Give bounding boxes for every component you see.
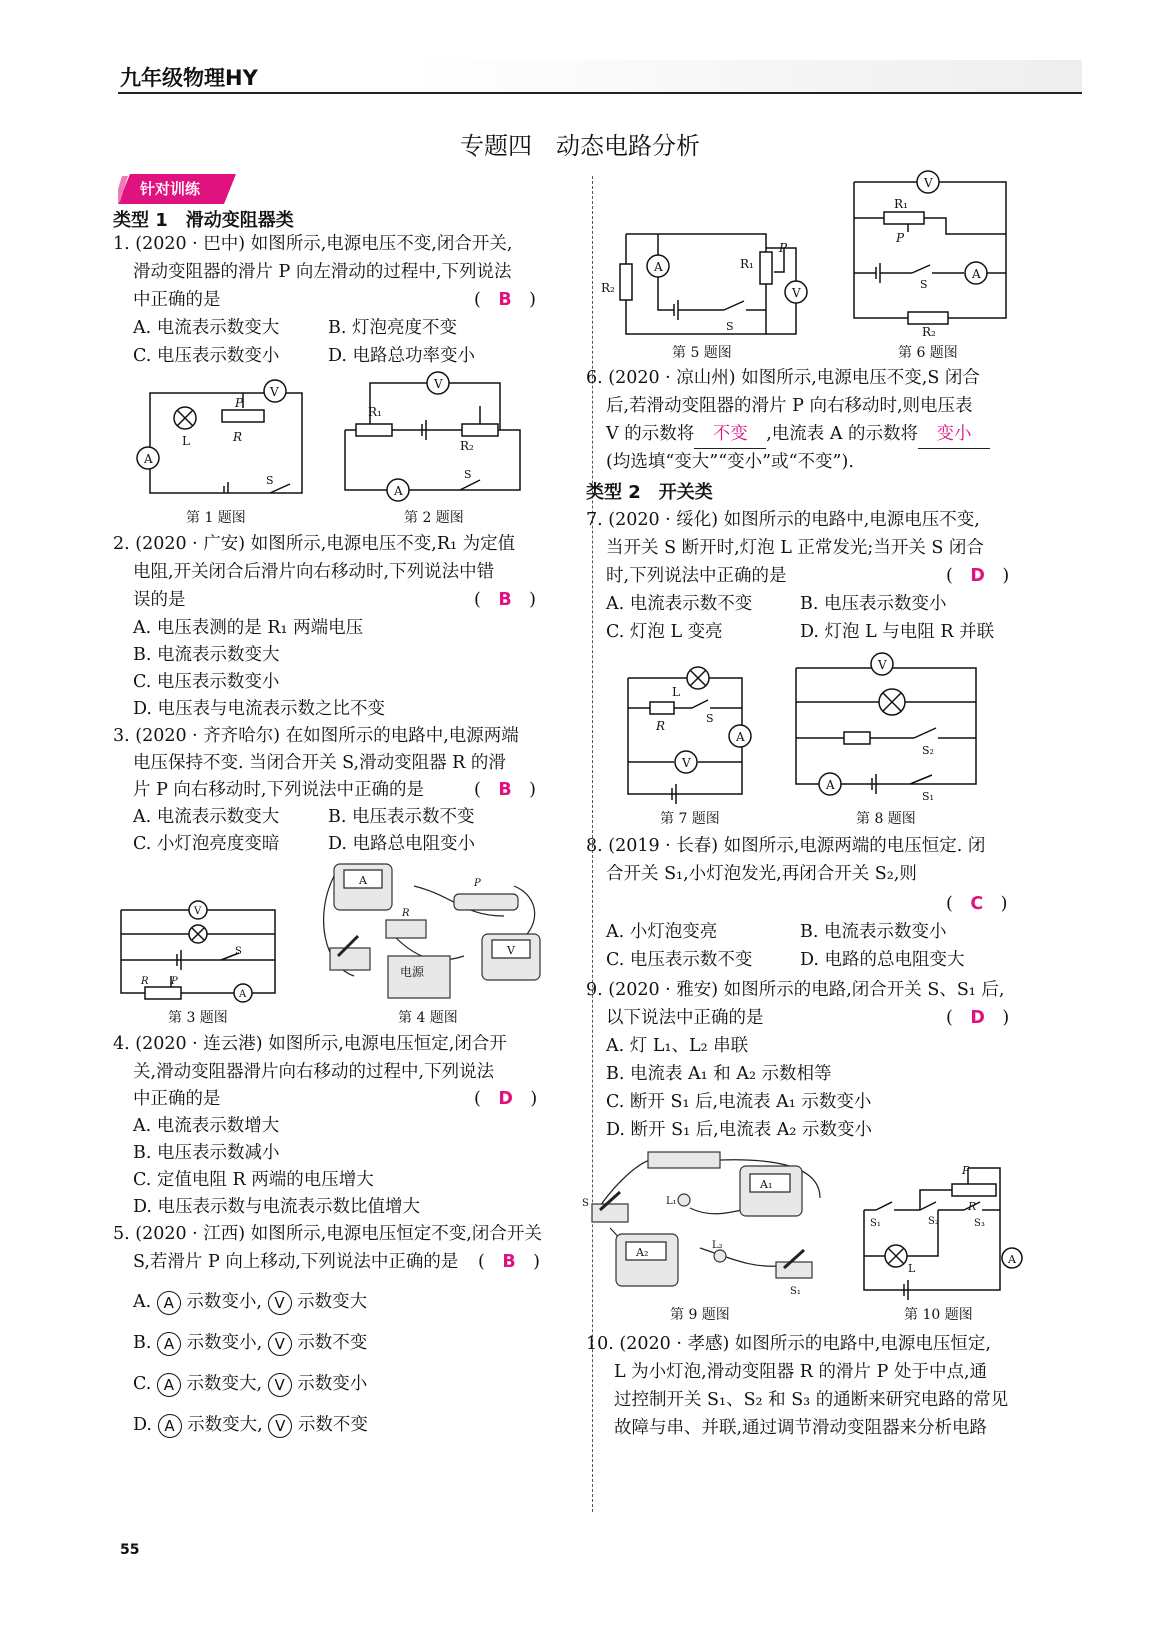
svg-text:电源: 电源 xyxy=(400,965,425,979)
svg-text:P: P xyxy=(896,231,905,245)
q6-blank-2: 变小 xyxy=(918,420,990,449)
figure-2-circuit xyxy=(340,370,530,506)
q9-option-c: C. 断开 S₁ 后,电流表 A₁ 示数变小 xyxy=(606,1092,872,1112)
q5-answer: B xyxy=(502,1252,516,1272)
q4-answer-bracket: ( D ) xyxy=(474,1089,538,1109)
svg-text:R₁: R₁ xyxy=(894,197,908,211)
svg-text:A: A xyxy=(394,484,403,498)
q10-line4: 故障与串、并联,通过调节滑动变阻器来分析电路 xyxy=(614,1418,988,1438)
svg-text:A: A xyxy=(1008,1253,1016,1266)
q10-line1: 10. (2020 · 孝感) 如图所示的电路中,电源电压恒定, xyxy=(586,1334,991,1354)
q2-line3: 误的是 xyxy=(133,590,186,610)
svg-text:S₃: S₃ xyxy=(974,1218,985,1229)
q7-line1: 7. (2020 · 绥化) 如图所示的电路中,电源电压不变, xyxy=(586,510,980,530)
svg-text:V: V xyxy=(194,906,202,917)
q1-answer: B xyxy=(498,290,512,310)
q3-option-a: A. 电流表示数变大 xyxy=(133,807,280,827)
svg-text:A₁: A₁ xyxy=(760,1178,773,1191)
voltmeter-icon: V xyxy=(268,1332,292,1356)
q1-line1: 1. (2020 · 巴中) 如图所示,电源电压不变,闭合开关, xyxy=(113,234,513,254)
q6-line3: V 的示数将 不变 ,电流表 A 的示数将 变小 xyxy=(606,420,990,449)
svg-text:P: P xyxy=(235,396,244,410)
q3-option-d: D. 电路总电阻变小 xyxy=(328,834,476,854)
figure-10-circuit xyxy=(856,1160,1028,1300)
svg-text:S: S xyxy=(706,712,714,725)
q4-line1: 4. (2020 · 连云港) 如图所示,电源电压恒定,闭合开 xyxy=(113,1034,507,1054)
q2-line1: 2. (2020 · 广安) 如图所示,电源电压不变,R₁ 为定值 xyxy=(113,534,516,554)
type-1-heading: 类型 1 滑动变阻器类 xyxy=(113,210,294,231)
q8-line2: 合开关 S₁,小灯泡发光,再闭合开关 S₂,则 xyxy=(606,864,917,884)
q1-line3: 中正确的是 xyxy=(133,290,221,310)
q1-option-d: D. 电路总功率变小 xyxy=(328,346,476,366)
svg-text:S: S xyxy=(464,468,472,481)
svg-text:S₁: S₁ xyxy=(922,790,934,803)
q2-option-c: C. 电压表示数变小 xyxy=(133,672,280,692)
ammeter-icon: A xyxy=(157,1291,181,1315)
q8-option-d: D. 电路的总电阻变大 xyxy=(800,950,965,970)
q9-line2: 以下说法中正确的是 xyxy=(606,1008,764,1028)
svg-text:R₂: R₂ xyxy=(601,281,615,295)
q9-line1: 9. (2020 · 雅安) 如图所示的电路,闭合开关 S、S₁ 后, xyxy=(586,980,1005,1000)
svg-text:R₂: R₂ xyxy=(922,325,936,339)
figure-3-circuit xyxy=(113,898,283,1004)
page-number: 55 xyxy=(120,1542,140,1558)
q5-line2: S,若滑片 P 向上移动,下列说法中正确的是 xyxy=(133,1252,459,1272)
figure-9-caption: 第 9 题图 xyxy=(670,1307,730,1323)
q1-answer-bracket: ( B ) xyxy=(474,290,536,310)
q1-line2: 滑动变阻器的滑片 P 向左滑动的过程中,下列说法 xyxy=(133,262,512,282)
q7-line2: 当开关 S 断开时,灯泡 L 正常发光;当开关 S 闭合 xyxy=(606,538,984,558)
q3-answer: B xyxy=(498,780,512,800)
q2-option-b: B. 电流表示数变大 xyxy=(133,645,280,665)
figure-7-caption: 第 7 题图 xyxy=(660,811,720,827)
q8-line1: 8. (2019 · 长春) 如图所示,电源两端的电压恒定. 闭 xyxy=(586,836,986,856)
figure-5-circuit xyxy=(594,222,816,340)
svg-text:A: A xyxy=(736,730,745,744)
svg-text:S₁: S₁ xyxy=(870,1218,881,1229)
svg-text:R₁: R₁ xyxy=(368,405,382,419)
q7-option-c: C. 灯泡 L 变亮 xyxy=(606,622,723,642)
svg-text:V: V xyxy=(434,377,443,391)
svg-text:S: S xyxy=(582,1198,589,1209)
q5-option-b: B. A 示数变小, V 示数不变 xyxy=(133,1329,367,1357)
q4-line3: 中正确的是 xyxy=(133,1089,221,1109)
svg-text:L: L xyxy=(672,685,680,699)
q3-option-b: B. 电压表示数不变 xyxy=(328,807,475,827)
svg-text:A: A xyxy=(144,452,153,466)
figure-6-caption: 第 6 题图 xyxy=(898,345,958,361)
q1-option-a: A. 电流表示数变大 xyxy=(133,318,280,338)
q4-option-b: B. 电压表示数减小 xyxy=(133,1143,280,1163)
q1-option-c: C. 电压表示数变小 xyxy=(133,346,280,366)
q8-option-a: A. 小灯泡变亮 xyxy=(606,922,718,942)
figure-7-circuit xyxy=(614,664,762,804)
q4-line2: 关,滑动变阻器滑片向右移动的过程中,下列说法 xyxy=(133,1062,495,1082)
figure-8-caption: 第 8 题图 xyxy=(856,811,916,827)
figure-6-circuit xyxy=(846,168,1018,340)
svg-text:R₁: R₁ xyxy=(740,257,754,271)
q5-option-c: C. A 示数变大, V 示数变小 xyxy=(133,1370,367,1398)
q5-line1: 5. (2020 · 江西) 如图所示,电源电压恒定不变,闭合开关 xyxy=(113,1224,542,1244)
q7-answer: D xyxy=(970,566,985,586)
svg-text:S₁: S₁ xyxy=(790,1286,801,1297)
figure-5-caption: 第 5 题图 xyxy=(672,345,732,361)
svg-text:A: A xyxy=(826,778,835,792)
header-title: 九年级物理HY xyxy=(120,66,258,90)
q8-option-c: C. 电压表示数不变 xyxy=(606,950,753,970)
header-rule xyxy=(118,92,1082,94)
q9-answer: D xyxy=(970,1008,985,1028)
ammeter-icon: A xyxy=(157,1332,181,1356)
ammeter-icon: A xyxy=(158,1414,182,1438)
svg-text:R: R xyxy=(402,908,410,919)
svg-text:S: S xyxy=(920,278,928,291)
svg-text:S: S xyxy=(266,474,274,487)
q6-blank-1: 不变 xyxy=(694,420,766,449)
q5-option-d: D. A 示数变大, V 示数不变 xyxy=(133,1411,368,1439)
q7-option-a: A. 电流表示数不变 xyxy=(606,594,753,614)
figure-2-caption: 第 2 题图 xyxy=(404,510,464,526)
q5-answer-bracket: ( B ) xyxy=(478,1252,540,1272)
voltmeter-icon: V xyxy=(268,1291,292,1315)
svg-text:V: V xyxy=(682,756,691,770)
svg-text:A₂: A₂ xyxy=(636,1246,649,1259)
svg-text:A: A xyxy=(359,874,367,887)
svg-text:R: R xyxy=(656,719,666,733)
q9-option-a: A. 灯 L₁、L₂ 串联 xyxy=(606,1036,749,1056)
svg-text:P: P xyxy=(474,878,481,889)
q10-line2: L 为小灯泡,滑动变阻器 R 的滑片 P 处于中点,通 xyxy=(614,1362,988,1382)
q3-option-c: C. 小灯泡亮度变暗 xyxy=(133,834,280,854)
svg-text:P: P xyxy=(171,976,178,987)
svg-text:S₂: S₂ xyxy=(928,1216,939,1227)
q1-option-b: B. 灯泡亮度不变 xyxy=(328,318,457,338)
type-2-heading: 类型 2 开关类 xyxy=(586,482,713,503)
ammeter-icon: A xyxy=(157,1373,181,1397)
q5-option-a: A. A 示数变小, V 示数变大 xyxy=(133,1288,367,1316)
svg-text:R₂: R₂ xyxy=(460,439,474,453)
q2-option-d: D. 电压表与电流表示数之比不变 xyxy=(133,699,386,719)
svg-text:A: A xyxy=(654,260,663,274)
q6-line1: 6. (2020 · 凉山州) 如图所示,电源电压不变,S 闭合 xyxy=(586,368,980,388)
q4-option-d: D. 电压表示数与电流表示数比值增大 xyxy=(133,1197,421,1217)
page-title: 专题四 动态电路分析 xyxy=(460,132,700,160)
svg-text:A: A xyxy=(239,989,247,1000)
svg-text:V: V xyxy=(924,176,933,190)
q8-option-b: B. 电流表示数变小 xyxy=(800,922,947,942)
q3-line1: 3. (2020 · 齐齐哈尔) 在如图所示的电路中,电源两端 xyxy=(113,726,519,746)
tag-label: 针对训练 xyxy=(140,180,201,198)
svg-text:P: P xyxy=(779,241,788,255)
figure-9-apparatus xyxy=(580,1148,832,1300)
header-band xyxy=(118,60,1082,92)
q3-line2: 电压保持不变. 当闭合开关 S,滑动变阻器 R 的滑 xyxy=(133,753,506,773)
svg-text:P: P xyxy=(962,1164,970,1177)
svg-text:L₁: L₁ xyxy=(666,1196,677,1207)
svg-text:V: V xyxy=(878,658,887,672)
q6-line4: (均选填“变大”“变小”或“不变”). xyxy=(606,452,854,472)
svg-text:L: L xyxy=(908,1262,916,1275)
figure-8-circuit xyxy=(786,650,982,806)
svg-text:R: R xyxy=(968,1200,977,1213)
svg-text:S: S xyxy=(235,946,242,957)
svg-text:R: R xyxy=(233,430,243,444)
q9-answer-bracket: ( D ) xyxy=(946,1008,1010,1028)
q9-option-b: B. 电流表 A₁ 和 A₂ 示数相等 xyxy=(606,1064,832,1084)
q3-line3: 片 P 向右移动时,下列说法中正确的是 xyxy=(133,780,424,800)
q8-answer: C xyxy=(970,894,984,914)
figure-10-caption: 第 10 题图 xyxy=(904,1307,973,1323)
figure-4-caption: 第 4 题图 xyxy=(398,1010,458,1026)
svg-text:V: V xyxy=(792,286,801,300)
q7-option-d: D. 灯泡 L 与电阻 R 并联 xyxy=(800,622,995,642)
figure-1-circuit xyxy=(130,378,320,508)
q7-option-b: B. 电压表示数变小 xyxy=(800,594,947,614)
q4-option-a: A. 电流表示数增大 xyxy=(133,1116,280,1136)
figure-3-caption: 第 3 题图 xyxy=(168,1010,228,1026)
q4-option-c: C. 定值电阻 R 两端的电压增大 xyxy=(133,1170,374,1190)
svg-text:R: R xyxy=(141,976,149,987)
svg-text:L₂: L₂ xyxy=(712,1240,723,1251)
q4-answer: D xyxy=(498,1089,513,1109)
q8-answer-bracket: ( C ) xyxy=(946,894,1008,914)
figure-1-caption: 第 1 题图 xyxy=(186,510,246,526)
voltmeter-icon: V xyxy=(268,1414,292,1438)
svg-text:L: L xyxy=(182,434,190,448)
q6-line2: 后,若滑动变阻器的滑片 P 向右移动时,则电压表 xyxy=(606,396,973,416)
svg-text:V: V xyxy=(270,385,279,399)
q7-line3: 时,下列说法中正确的是 xyxy=(606,566,787,586)
svg-text:V: V xyxy=(507,944,515,957)
q2-answer-bracket: ( B ) xyxy=(474,590,536,610)
q10-line3: 过控制开关 S₁、S₂ 和 S₃ 的通断来研究电路的常见 xyxy=(614,1390,1009,1410)
svg-text:S: S xyxy=(726,320,734,333)
svg-text:S₂: S₂ xyxy=(922,744,934,757)
q2-option-a: A. 电压表测的是 R₁ 两端电压 xyxy=(133,618,364,638)
q2-line2: 电阻,开关闭合后滑片向右移动时,下列说法中错 xyxy=(133,562,495,582)
q2-answer: B xyxy=(498,590,512,610)
svg-text:A: A xyxy=(972,267,981,281)
q3-answer-bracket: ( B ) xyxy=(474,780,536,800)
q7-answer-bracket: ( D ) xyxy=(946,566,1010,586)
figure-4-apparatus xyxy=(314,856,546,1004)
q9-option-d: D. 断开 S₁ 后,电流表 A₂ 示数变小 xyxy=(606,1120,873,1140)
voltmeter-icon: V xyxy=(268,1373,292,1397)
